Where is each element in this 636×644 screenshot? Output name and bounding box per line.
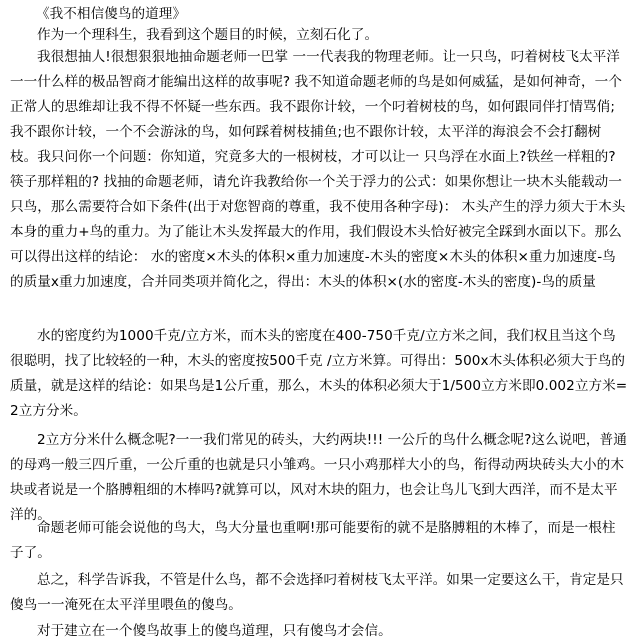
paragraph-brick-comparison: 2立方分米什么概念呢?一一我们常见的砖头，大约两块!!! 一公斤的鸟什么概念呢?这么说吧，普通的母鸡一般三四斤重，一公斤重的也就是只小雏鸡。一只小鸡那样大小的鸟，衔得动两块砖头大小的木块或者说是一个胳膊粗细的木棒吗?就算可以，风对木块的阻力，也会让鸟儿飞到大西洋，而不是太平洋的。 xyxy=(10,432,627,523)
paragraph-conclusion: 总之，科学告诉我，不管是什么鸟，都不会选择叼着树枝飞太平洋。如果一定要这么干，肯定是只傻鸟一一淹死在太平洋里喂鱼的傻鸟。 xyxy=(10,572,624,613)
article-title: 《我不相信傻鸟的道理》 xyxy=(36,6,187,22)
paragraph-final: 对于建立在一个傻鸟故事上的傻鸟道理，只有傻鸟才会信。 xyxy=(37,623,392,639)
paragraph-intro: 作为一个理科生，我看到这个题目的时候，立刻石化了。 xyxy=(37,27,379,43)
paragraph-big-bird: 命题老师可能会说他的鸟大，鸟大分量也重啊!那可能要衔的就不是胳膊粗的木棒了，而是一根柱子了。 xyxy=(10,520,616,561)
paragraph-buoyancy-argument: 我很想抽人!很想狠狠地抽命题老师一巴掌 一一代表我的物理老师。让一只鸟，叼着树枝飞太平洋一一什么样的极品智商才能编出这样的故事呢? 我不知道命题老师的鸟是如何威猛，是如何神奇，一个正常人的思维却让我不得不怀疑一些东西。我不跟你计较，一个叼着树枝的鸟，如何跟同伴打情骂俏;我不跟你计较，一个不会游泳的鸟，如何踩着树枝捕鱼;也不跟你计较，太平洋的海浪会不会打翻树枝。我只问你一个问题：你知道，究竟多大的一根树枝，才可以让一 只鸟浮在水面上?铁丝一样粗的?筷子那样粗的? 找抽的命题老师，请允许我教给你一个关于浮力的公式：如果你想让一块木头能载动一只鸟，那么需要符合如下条件(出于对您智商的尊重，我不使用各种字母)： 木头产生的浮力须大于木头本身的重力+鸟的重力。为了能让木头发挥最大的作用，我们假设木头恰好被完全踩到水面以下。那么可以得出这样的结论： 水的密度×木头的体积×重力加速度-木头的密度×木头的体积×重力加速度-鸟的质量x重力加速度，合并同类项并简化之，得出：木头的体积×(水的密度-木头的密度)-鸟的质量 xyxy=(10,49,626,290)
paragraph-density-calculation: 水的密度约为1000千克/立方米，而木头的密度在400-750千克/立方米之间，我们权且当这个鸟很聪明，找了比较轻的一种，木头的密度按500千克 /立方米算。可得出：500x木头体积必须大于鸟的质量，就是这样的结论：如果鸟是1公斤重，那么，木头的体积必须大于1/500立方米即0.002立方米=2立方分米。 xyxy=(10,328,628,419)
